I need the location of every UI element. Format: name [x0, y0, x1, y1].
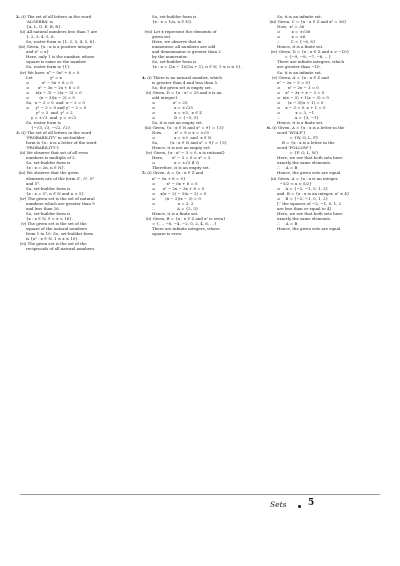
text-line: Here, x² − 3 = 0 ⇒ x² = 3 — [142, 155, 211, 161]
text-line: {−√3, √3, −√2, √2}. — [16, 125, 72, 131]
text-line: ∴ A = {3, −1} — [267, 114, 320, 120]
text-line: So, x − 3 = 0 and x − 2 = 0 — [16, 99, 85, 105]
text-line: numbers which are greater than 9 — [16, 200, 95, 206]
column-right — [267, 14, 387, 231]
text-line: ⇒ A = {−2, −1, 0, 1, 2} — [267, 185, 329, 191]
text-line: So, roster form is {1, 2, 3, 4, 5, 6}. — [16, 39, 96, 45]
text-line: ⇒ x(x − 3) + 1(x − 3) = 0 — [267, 94, 329, 100]
text-line: ⇒ B = {−2, −1, 0, 1, 2} — [267, 195, 329, 201]
text-line: and denominator is greater than 2 — [142, 49, 221, 55]
text-line: ⇒ x = ±√25 — [142, 104, 193, 110]
text-line: ⇒ D = {−5, 5} — [142, 114, 199, 120]
text-line: (vii) Let x represent the elements of — [142, 29, 217, 35]
text-line: There are infinite integers, which — [267, 59, 345, 65]
text-line: ⇒ x(x − 2) − 3(x − 2) = 0 — [142, 190, 207, 196]
text-line: are greater than −10. — [267, 64, 321, 70]
page-body — [12, 14, 388, 504]
text-line: ⇒ x = ±√36 — [267, 29, 311, 35]
page-footer — [0, 494, 400, 534]
text-line: [∵ the squares of −2, −1, 0, 1, 2 — [267, 200, 342, 206]
text-line: ⇒ x = ±5, x ∈ Z — [142, 109, 203, 115]
text-line: Let y² = x — [16, 74, 62, 80]
text-line: (iv) Given, D = {x : x ∈ Z and x > −10} — [267, 49, 350, 55]
text-line: ⇒ x = ±3 and x ∈ N — [142, 135, 212, 141]
text-line: ⇒ x² − 2x − 3 = 0 — [267, 84, 319, 90]
text-line: Now, x² = 9 ⇒ x = ±√9 — [142, 130, 209, 136]
text-line: ∴ A = {2, 3} — [142, 205, 199, 211]
text-line: is {x² : x ∈ N, 1 ≤ x ≤ 10}. — [16, 236, 80, 242]
text-line: ⇒ x = 3, −1 — [267, 109, 315, 115]
text-line: 4. (i) There is no natural number, which — [142, 74, 222, 80]
text-line: = {−9, −8, −7, −6, ...} — [267, 54, 332, 60]
text-line: So, roster form is — [16, 119, 61, 125]
text-line: ⇒ x² − 3x − 2x + 6 = 0 — [16, 84, 80, 90]
text-line: So, set-builder form is — [142, 59, 197, 65]
bullet-dot-icon — [298, 505, 301, 508]
text-line: (iii) Given, C = {x : x ∈ Z and x² = 36} — [267, 19, 347, 25]
column-left — [16, 14, 136, 251]
text-line: numerator, all numbers are odd — [142, 44, 216, 50]
text-line: So, the given set is empty set. — [142, 84, 212, 90]
text-line: {x : x = 1/n, n ∈ N}. — [142, 19, 193, 25]
footer-divider — [20, 494, 380, 495]
text-line: (ii) We observe that set of all even — [16, 150, 88, 156]
text-line: 5. (i) Given, A = {x : x ∈ Z and — [142, 170, 204, 176]
text-line: exactly the same elements. — [267, 160, 332, 166]
text-line: (iii) We observe that the given — [16, 170, 79, 176]
text-line: = {W, O, L, F} — [267, 135, 319, 141]
text-line: ⇒ x² − 5x + 6 = 0 — [142, 180, 198, 186]
text-line: = {..., −6, −4, −2, 0, 2, 4, 6, ...} — [142, 220, 217, 226]
text-line: ⇒ x² − 5x + 6 = 0 — [16, 79, 73, 85]
text-line: ⇒ (x − 3)(x − 2) = 0 — [16, 94, 75, 100]
text-line: square is even. — [142, 231, 183, 237]
text-line: So, set-builder form is — [16, 185, 71, 191]
text-line: There are infinite integers, whose — [142, 225, 220, 231]
text-line: Hence, the given sets are equal. — [267, 225, 342, 231]
text-line: {x : x = (2n − 1)/(2n + 1), n ∈ N, 1 ≤ n ≤ 5}. — [142, 64, 242, 70]
text-line: Here, we observe that in — [142, 39, 202, 45]
text-line: 'PROBABILITY' in set-builder — [16, 135, 85, 141]
chapter-title: Sets — [270, 500, 287, 509]
text-line: 'PROBABILITY'}. — [16, 145, 61, 151]
text-line: y² = 3 and y² = 2 — [16, 109, 73, 115]
text-line: word 'WOLF'} — [267, 130, 306, 136]
text-line: 6. (i) Given, A = {x : x is a letter in the — [267, 125, 345, 131]
text-line: (iv) We have, x⁴ − 5x² + 6 = 0 — [16, 69, 80, 75]
text-line: by the numerator. — [142, 54, 188, 60]
text-line: x² − 2x − 3 = 0} — [267, 79, 311, 85]
text-line: square is same as the number. — [16, 59, 87, 65]
text-line: So, it is not an empty set. — [142, 119, 203, 125]
text-line: form is {x : x is a letter of the word — [16, 140, 97, 146]
text-line: x² − 5x + 6 = 0} — [142, 175, 186, 181]
text-line: Here, we see that both sets have — [267, 155, 343, 161]
text-line: are less than or equal to 4] — [267, 205, 331, 211]
text-line: Here, only 1 is the number, whose — [16, 54, 95, 60]
text-line: (v) The given set is the set of the — [16, 220, 87, 226]
text-line: So, set-builder form is — [16, 210, 71, 216]
text-line: ⇒ (x − 2)(x − 3) = 0 — [142, 195, 201, 201]
text-line: ⇒ x = ±6 — [267, 34, 306, 40]
text-line: (iv) Given, {x : x² − 3 = 0, x is rational} — [142, 150, 226, 156]
text-line: and 5⁴. — [16, 180, 41, 186]
column-middle — [142, 14, 262, 236]
text-line: ⇒ x² − 2x − 3x + 6 = 0 — [142, 185, 205, 191]
text-line: (ii) All natural numbers less than 7 are — [16, 29, 98, 35]
text-line: (ii) Given, A = {x : x is an integer, — [267, 175, 339, 181]
text-line: (iv) The given set is the set of natural — [16, 195, 95, 201]
text-line: odd integer} — [142, 94, 178, 100]
text-line: −5/2 < x < 5/2} — [267, 180, 312, 186]
text-line: and x² = x} — [16, 49, 49, 55]
text-line: ∴ A = B — [267, 165, 298, 171]
text-line: ⇒ x² = 25 — [142, 99, 188, 105]
text-line: So, set-builder form is — [16, 160, 71, 166]
text-line: So, set-builder form is — [142, 14, 197, 19]
text-line: is greater than 4 and less than 5. — [142, 79, 219, 85]
text-line: 3. (i) The set of all letters in the word — [16, 130, 92, 136]
text-line: (ii) Given, D = {x : x² = 25 and x is an — [142, 89, 222, 95]
text-line: {x : x ∈ N, 9 < x < 16}. — [16, 215, 74, 221]
text-line: Now, x² = 36 — [267, 24, 305, 30]
text-line: Hence, it is a finite set. — [142, 210, 199, 216]
text-line: reciprocals of all natural numbers. — [16, 246, 96, 252]
text-line: ⇒ x − 3 = 0, x + 1 = 0 — [267, 104, 326, 110]
text-line: (iii) Given, {x : x is a positive integer — [16, 44, 93, 50]
text-line: ⇒ x = ±√3 ∉ Q — [142, 160, 200, 166]
text-line: Hence, the given sets are equal. — [267, 170, 342, 176]
text-line: ∴ A = B — [267, 220, 298, 226]
text-line: ⇒ x(x − 3) − 2(x − 3) = 0 — [16, 89, 82, 95]
text-line: (vi) The given set is the set of the — [16, 241, 87, 247]
text-line: given set. — [142, 34, 172, 40]
text-line: ⇒ x² − 3x + x − 3 = 0 — [267, 89, 325, 95]
text-line: ⇒ x = 2, 3 — [142, 200, 194, 206]
text-line: and B = {x : x is an integer, x² ≤ 4} — [267, 190, 350, 196]
text-line: y = ±√3 and y = ±√2 — [16, 114, 77, 120]
text-line: Hence, it is a finite set. — [267, 44, 324, 50]
text-line: So, {x : x ∈ N and x² = 9} = {3} — [142, 140, 228, 146]
text-line: So, it is an infinite set. — [267, 69, 322, 75]
text-line: {x : x = 5ⁿ, n ∈ N and n < 5}. — [16, 190, 86, 196]
text-line: Hence, it is not an empty set. — [142, 145, 211, 151]
text-line: and less than 16. — [16, 205, 61, 211]
text-line: numbers is multiple of 2. — [16, 155, 76, 161]
text-line: Therefore, it is an empty set. — [142, 165, 210, 171]
text-line: B = {x : x is a letter in the — [267, 140, 335, 146]
text-line: 2. (i) The set of all letters in the word — [16, 14, 92, 19]
text-line: (v) Given, A = {x : x ∈ Z and — [267, 74, 329, 80]
text-line: elements are of the form 5¹, 5², 5³ — [16, 175, 94, 181]
text-line: (iii) Given, {x : x ∈ N and x² = 9} = {3} — [142, 125, 225, 131]
text-line: 1, 2, 3, 4, 5, 6. — [16, 34, 55, 40]
text-line: from 1 to 10. So, set-builder form — [16, 231, 94, 237]
text-line: ∴ C = {−6, 6} — [267, 39, 316, 45]
text-line: word 'FOLLOW'} — [267, 145, 312, 151]
text-line: ⇒ y² − 3 = 0 and y² − 2 = 0 — [16, 104, 87, 110]
text-line: {x : x = 2n, n ∈ N}. — [16, 165, 66, 171]
text-line: {A, L, G, E, B, R}. — [16, 24, 62, 30]
text-line: ⇒ (x − 3)(x + 1) = 0 — [267, 99, 324, 105]
text-line: square of the natural numbers — [16, 225, 87, 231]
text-line: (ii) Given, B = {x : x ∈ Z and x² is even} — [142, 215, 226, 221]
text-line: = {F, O, L, W} — [267, 150, 319, 156]
text-line: exactly the same elements. — [267, 215, 332, 221]
text-line: So, roster form is {1}. — [16, 64, 71, 70]
text-line: So, it is an infinite set. — [267, 14, 322, 19]
text-line: Hence, it is a finite set. — [267, 119, 324, 125]
text-line: 'ALGEBRA' is — [16, 19, 53, 25]
text-line: Here, we see that both sets have — [267, 210, 343, 216]
page-number: 5 — [308, 498, 315, 508]
